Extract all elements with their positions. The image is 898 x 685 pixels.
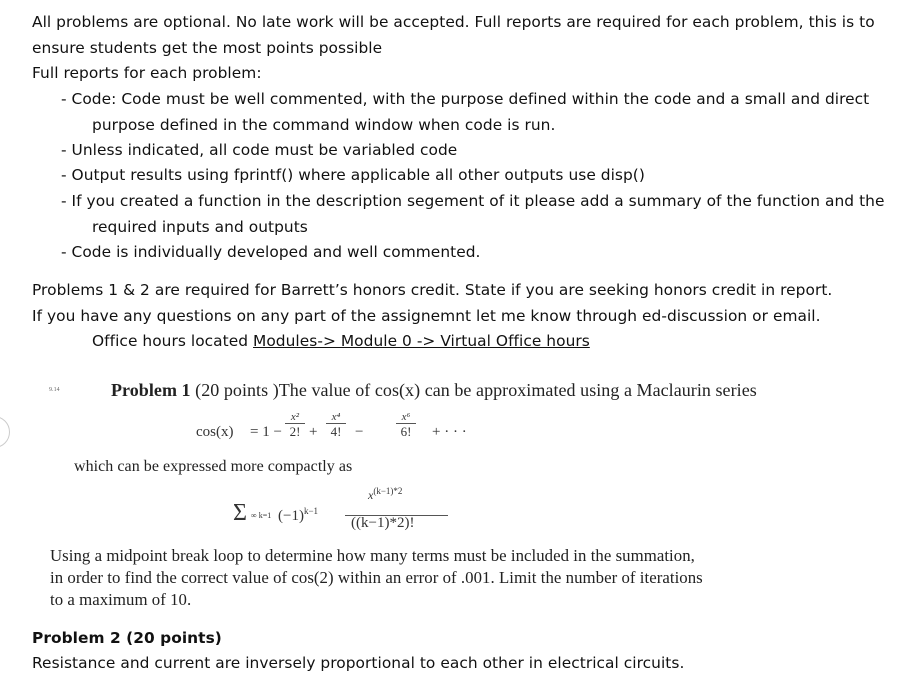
problem-1-statement <box>111 380 757 400</box>
sum-fraction-numerator <box>368 486 402 503</box>
bullet-individual: - Code is individually developed and well commented. <box>61 243 481 261</box>
task-line-3: to a maximum of 10. <box>50 590 192 609</box>
honors-line-2: If you have any questions on any part of the assignemnt let me know through ed-discussion or email. <box>32 307 821 325</box>
sum-limits: ∞ k=1 <box>251 511 272 520</box>
bullet-code: - Code: Code must be well commented, with the purpose defined within the code and a small and direct <box>61 90 870 108</box>
cos-eq: = 1 − <box>250 424 282 440</box>
compact-text: which can be expressed more compactly as <box>74 458 353 475</box>
term-x4-den: 4! <box>330 424 342 439</box>
page-edge-circle <box>0 416 10 448</box>
term-x2-den: 2! <box>289 424 301 439</box>
sum-body <box>278 506 318 525</box>
task-line-2: in order to find the correct value of cos(2) within an error of .001. Limit the number of iterations <box>50 568 703 587</box>
term-x4 <box>326 411 346 439</box>
plus-sign-1: + <box>309 424 318 440</box>
bullet-variabled: - Unless indicated, all code must be variabled code <box>61 141 458 159</box>
term-x6 <box>396 411 416 439</box>
problem-2-text: Resistance and current are inversely proportional to each other in electrical circuits. <box>32 654 685 672</box>
minus-sign-1: − <box>355 424 364 440</box>
reports-heading: Full reports for each problem: <box>32 64 262 82</box>
task-line-1: Using a midpoint break loop to determine how many terms must be included in the summation, <box>50 546 695 565</box>
term-x6-den: 6! <box>400 424 412 439</box>
problem-1-points: (20 points ) <box>190 380 279 400</box>
honors-line-1: Problems 1 & 2 are required for Barrett’s honors credit. State if you are seeking honors credit in report. <box>32 281 833 299</box>
term-x2-num: x² <box>290 411 300 423</box>
bullet-function-cont: required inputs and outputs <box>92 218 308 236</box>
intro-line-2: ensure students get the most points possible <box>32 39 383 57</box>
cos-lhs: cos(x) <box>196 424 234 440</box>
office-hours <box>92 331 590 351</box>
intro-line-1: All problems are optional. No late work will be accepted. Full reports are required for each problem, this is to <box>32 13 875 31</box>
office-hours-link[interactable]: Modules-> Module 0 -> Virtual Office hours <box>253 332 590 350</box>
term-x2 <box>285 411 305 439</box>
bullet-function: - If you created a function in the description segement of it please add a summary of the function and the <box>61 192 885 210</box>
problem-number-label: 9.14 <box>49 387 60 393</box>
term-x6-num: x⁶ <box>401 411 411 423</box>
frac-num-x: x <box>368 488 374 502</box>
sum-sigma: Σ <box>233 500 247 526</box>
plus-ellipsis: + · · · <box>432 424 467 440</box>
problem-1-title: Problem 1 <box>111 380 191 400</box>
frac-num-exp: (k−1)*2 <box>373 486 403 496</box>
sum-base: (−1) <box>278 508 304 524</box>
sum-exponent: k−1 <box>303 506 319 516</box>
bullet-output: - Output results using fprintf() where applicable all other outputs use disp() <box>61 166 645 184</box>
problem-1-text: The value of cos(x) can be approximated using a Maclaurin series <box>278 380 757 400</box>
term-x4-num: x⁴ <box>331 411 341 423</box>
problem-2-title: Problem 2 (20 points) <box>32 629 222 647</box>
bullet-code-cont: purpose defined in the command window when code is run. <box>92 116 556 134</box>
sum-fraction-denominator: ((k−1)*2)! <box>351 515 415 531</box>
office-hours-prefix: Office hours located <box>92 332 254 350</box>
